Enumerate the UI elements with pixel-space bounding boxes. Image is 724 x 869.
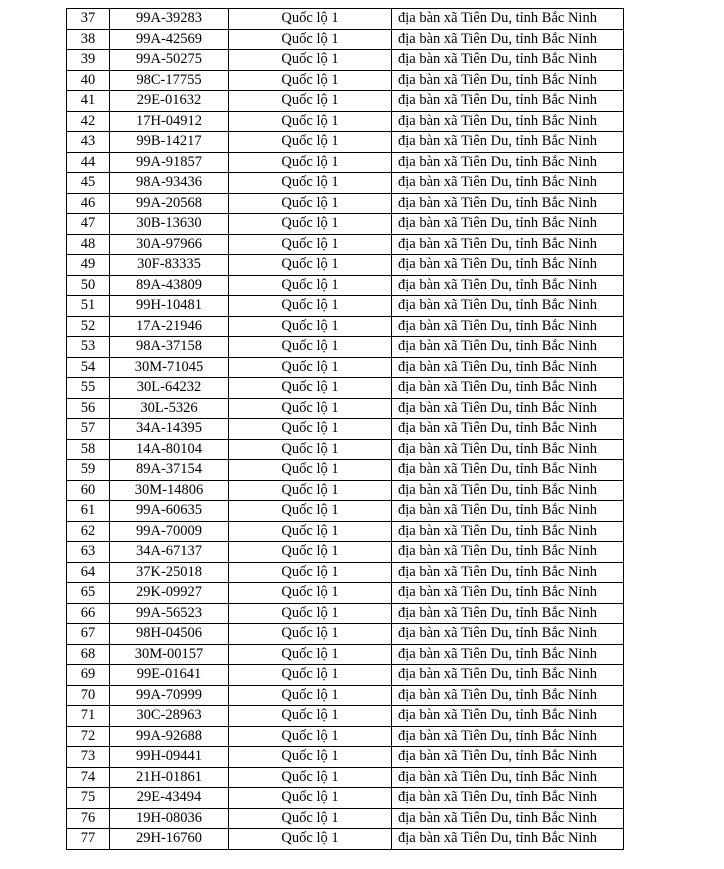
license-plate-cell: 99A-70999: [110, 685, 229, 706]
road-cell: Quốc lộ 1: [229, 460, 392, 481]
license-plate-cell: 30C-28963: [110, 706, 229, 727]
row-number-cell: 69: [67, 665, 110, 686]
location-cell: địa bàn xã Tiên Du, tỉnh Bắc Ninh: [392, 296, 624, 317]
location-cell: địa bàn xã Tiên Du, tỉnh Bắc Ninh: [392, 583, 624, 604]
row-number-cell: 65: [67, 583, 110, 604]
license-plate-cell: 29H-16760: [110, 829, 229, 850]
license-plate-cell: 99A-20568: [110, 193, 229, 214]
license-plate-cell: 99A-92688: [110, 726, 229, 747]
location-cell: địa bàn xã Tiên Du, tỉnh Bắc Ninh: [392, 132, 624, 153]
violations-table: [66, 8, 624, 850]
location-cell: địa bàn xã Tiên Du, tỉnh Bắc Ninh: [392, 378, 624, 399]
row-number-cell: 63: [67, 542, 110, 563]
location-cell: địa bàn xã Tiên Du, tỉnh Bắc Ninh: [392, 521, 624, 542]
table-row: [67, 316, 624, 337]
row-number-cell: 44: [67, 152, 110, 173]
table-row: [67, 706, 624, 727]
license-plate-cell: 30M-14806: [110, 480, 229, 501]
road-cell: Quốc lộ 1: [229, 644, 392, 665]
road-cell: Quốc lộ 1: [229, 214, 392, 235]
license-plate-cell: 14A-80104: [110, 439, 229, 460]
location-cell: địa bàn xã Tiên Du, tỉnh Bắc Ninh: [392, 562, 624, 583]
license-plate-cell: 30L-5326: [110, 398, 229, 419]
road-cell: Quốc lộ 1: [229, 296, 392, 317]
location-cell: địa bàn xã Tiên Du, tỉnh Bắc Ninh: [392, 542, 624, 563]
row-number-cell: 68: [67, 644, 110, 665]
table-body: [67, 9, 624, 850]
license-plate-cell: 98C-17755: [110, 70, 229, 91]
row-number-cell: 48: [67, 234, 110, 255]
row-number-cell: 64: [67, 562, 110, 583]
table-row: [67, 378, 624, 399]
license-plate-cell: 99B-14217: [110, 132, 229, 153]
license-plate-cell: 99A-70009: [110, 521, 229, 542]
table-row: [67, 542, 624, 563]
row-number-cell: 72: [67, 726, 110, 747]
road-cell: Quốc lộ 1: [229, 726, 392, 747]
row-number-cell: 51: [67, 296, 110, 317]
row-number-cell: 41: [67, 91, 110, 112]
road-cell: Quốc lộ 1: [229, 521, 392, 542]
row-number-cell: 49: [67, 255, 110, 276]
location-cell: địa bàn xã Tiên Du, tỉnh Bắc Ninh: [392, 726, 624, 747]
license-plate-cell: 34A-14395: [110, 419, 229, 440]
license-plate-cell: 21H-01861: [110, 767, 229, 788]
license-plate-cell: 30A-97966: [110, 234, 229, 255]
license-plate-cell: 37K-25018: [110, 562, 229, 583]
row-number-cell: 66: [67, 603, 110, 624]
table-row: [67, 521, 624, 542]
license-plate-cell: 89A-43809: [110, 275, 229, 296]
location-cell: địa bàn xã Tiên Du, tỉnh Bắc Ninh: [392, 255, 624, 276]
row-number-cell: 47: [67, 214, 110, 235]
road-cell: Quốc lộ 1: [229, 9, 392, 30]
location-cell: địa bàn xã Tiên Du, tỉnh Bắc Ninh: [392, 644, 624, 665]
road-cell: Quốc lộ 1: [229, 829, 392, 850]
row-number-cell: 73: [67, 747, 110, 768]
row-number-cell: 74: [67, 767, 110, 788]
row-number-cell: 56: [67, 398, 110, 419]
license-plate-cell: 30M-00157: [110, 644, 229, 665]
road-cell: Quốc lộ 1: [229, 316, 392, 337]
row-number-cell: 58: [67, 439, 110, 460]
location-cell: địa bàn xã Tiên Du, tỉnh Bắc Ninh: [392, 665, 624, 686]
license-plate-cell: 17H-04912: [110, 111, 229, 132]
location-cell: địa bàn xã Tiên Du, tỉnh Bắc Ninh: [392, 829, 624, 850]
location-cell: địa bàn xã Tiên Du, tỉnh Bắc Ninh: [392, 419, 624, 440]
table-row: [67, 665, 624, 686]
row-number-cell: 57: [67, 419, 110, 440]
road-cell: Quốc lộ 1: [229, 337, 392, 358]
table-row: [67, 603, 624, 624]
road-cell: Quốc lộ 1: [229, 173, 392, 194]
location-cell: địa bàn xã Tiên Du, tỉnh Bắc Ninh: [392, 460, 624, 481]
row-number-cell: 52: [67, 316, 110, 337]
license-plate-cell: 30B-13630: [110, 214, 229, 235]
table-row: [67, 726, 624, 747]
road-cell: Quốc lộ 1: [229, 665, 392, 686]
license-plate-cell: 99A-42569: [110, 29, 229, 50]
row-number-cell: 43: [67, 132, 110, 153]
table-row: [67, 583, 624, 604]
road-cell: Quốc lộ 1: [229, 624, 392, 645]
row-number-cell: 39: [67, 50, 110, 71]
road-cell: Quốc lộ 1: [229, 788, 392, 809]
road-cell: Quốc lộ 1: [229, 275, 392, 296]
row-number-cell: 55: [67, 378, 110, 399]
row-number-cell: 42: [67, 111, 110, 132]
license-plate-cell: 30M-71045: [110, 357, 229, 378]
table-row: [67, 193, 624, 214]
license-plate-cell: 99E-01641: [110, 665, 229, 686]
row-number-cell: 60: [67, 480, 110, 501]
license-plate-cell: 29K-09927: [110, 583, 229, 604]
table-row: [67, 214, 624, 235]
table-row: [67, 501, 624, 522]
road-cell: Quốc lộ 1: [229, 193, 392, 214]
row-number-cell: 46: [67, 193, 110, 214]
road-cell: Quốc lộ 1: [229, 357, 392, 378]
road-cell: Quốc lộ 1: [229, 706, 392, 727]
license-plate-cell: 99H-09441: [110, 747, 229, 768]
location-cell: địa bàn xã Tiên Du, tỉnh Bắc Ninh: [392, 50, 624, 71]
table-row: [67, 70, 624, 91]
location-cell: địa bàn xã Tiên Du, tỉnh Bắc Ninh: [392, 747, 624, 768]
row-number-cell: 59: [67, 460, 110, 481]
license-plate-cell: 29E-43494: [110, 788, 229, 809]
table-row: [67, 685, 624, 706]
location-cell: địa bàn xã Tiên Du, tỉnh Bắc Ninh: [392, 685, 624, 706]
license-plate-cell: 30F-83335: [110, 255, 229, 276]
road-cell: Quốc lộ 1: [229, 91, 392, 112]
license-plate-cell: 98A-37158: [110, 337, 229, 358]
row-number-cell: 50: [67, 275, 110, 296]
road-cell: Quốc lộ 1: [229, 583, 392, 604]
location-cell: địa bàn xã Tiên Du, tỉnh Bắc Ninh: [392, 439, 624, 460]
table-row: [67, 480, 624, 501]
row-number-cell: 76: [67, 808, 110, 829]
table-row: [67, 829, 624, 850]
road-cell: Quốc lộ 1: [229, 542, 392, 563]
license-plate-cell: 99A-60635: [110, 501, 229, 522]
location-cell: địa bàn xã Tiên Du, tỉnh Bắc Ninh: [392, 398, 624, 419]
license-plate-cell: 34A-67137: [110, 542, 229, 563]
road-cell: Quốc lộ 1: [229, 767, 392, 788]
table-row: [67, 255, 624, 276]
row-number-cell: 75: [67, 788, 110, 809]
row-number-cell: 61: [67, 501, 110, 522]
road-cell: Quốc lộ 1: [229, 685, 392, 706]
license-plate-cell: 17A-21946: [110, 316, 229, 337]
license-plate-cell: 99A-56523: [110, 603, 229, 624]
road-cell: Quốc lộ 1: [229, 562, 392, 583]
license-plate-cell: 29E-01632: [110, 91, 229, 112]
road-cell: Quốc lộ 1: [229, 808, 392, 829]
table-row: [67, 337, 624, 358]
road-cell: Quốc lộ 1: [229, 747, 392, 768]
location-cell: địa bàn xã Tiên Du, tỉnh Bắc Ninh: [392, 788, 624, 809]
table-row: [67, 132, 624, 153]
row-number-cell: 71: [67, 706, 110, 727]
table-row: [67, 29, 624, 50]
road-cell: Quốc lộ 1: [229, 152, 392, 173]
road-cell: Quốc lộ 1: [229, 419, 392, 440]
table-row: [67, 398, 624, 419]
row-number-cell: 77: [67, 829, 110, 850]
location-cell: địa bàn xã Tiên Du, tỉnh Bắc Ninh: [392, 624, 624, 645]
row-number-cell: 70: [67, 685, 110, 706]
table-row: [67, 91, 624, 112]
table-row: [67, 460, 624, 481]
license-plate-cell: 99A-50275: [110, 50, 229, 71]
table-row: [67, 644, 624, 665]
row-number-cell: 38: [67, 29, 110, 50]
location-cell: địa bàn xã Tiên Du, tỉnh Bắc Ninh: [392, 193, 624, 214]
license-plate-cell: 98H-04506: [110, 624, 229, 645]
location-cell: địa bàn xã Tiên Du, tỉnh Bắc Ninh: [392, 767, 624, 788]
location-cell: địa bàn xã Tiên Du, tỉnh Bắc Ninh: [392, 357, 624, 378]
table-row: [67, 747, 624, 768]
location-cell: địa bàn xã Tiên Du, tỉnh Bắc Ninh: [392, 91, 624, 112]
road-cell: Quốc lộ 1: [229, 378, 392, 399]
row-number-cell: 37: [67, 9, 110, 30]
road-cell: Quốc lộ 1: [229, 501, 392, 522]
table-row: [67, 562, 624, 583]
table-row: [67, 152, 624, 173]
row-number-cell: 67: [67, 624, 110, 645]
license-plate-cell: 19H-08036: [110, 808, 229, 829]
table-row: [67, 767, 624, 788]
road-cell: Quốc lộ 1: [229, 70, 392, 91]
table-row: [67, 111, 624, 132]
table-row: [67, 419, 624, 440]
road-cell: Quốc lộ 1: [229, 255, 392, 276]
location-cell: địa bàn xã Tiên Du, tỉnh Bắc Ninh: [392, 70, 624, 91]
license-plate-cell: 30L-64232: [110, 378, 229, 399]
location-cell: địa bàn xã Tiên Du, tỉnh Bắc Ninh: [392, 173, 624, 194]
table-row: [67, 275, 624, 296]
road-cell: Quốc lộ 1: [229, 111, 392, 132]
road-cell: Quốc lộ 1: [229, 50, 392, 71]
table-row: [67, 624, 624, 645]
location-cell: địa bàn xã Tiên Du, tỉnh Bắc Ninh: [392, 337, 624, 358]
road-cell: Quốc lộ 1: [229, 398, 392, 419]
road-cell: Quốc lộ 1: [229, 439, 392, 460]
license-plate-cell: 99A-91857: [110, 152, 229, 173]
table-row: [67, 50, 624, 71]
row-number-cell: 62: [67, 521, 110, 542]
row-number-cell: 54: [67, 357, 110, 378]
road-cell: Quốc lộ 1: [229, 480, 392, 501]
road-cell: Quốc lộ 1: [229, 132, 392, 153]
location-cell: địa bàn xã Tiên Du, tỉnh Bắc Ninh: [392, 234, 624, 255]
table-row: [67, 808, 624, 829]
location-cell: địa bàn xã Tiên Du, tỉnh Bắc Ninh: [392, 9, 624, 30]
row-number-cell: 40: [67, 70, 110, 91]
table-row: [67, 357, 624, 378]
location-cell: địa bàn xã Tiên Du, tỉnh Bắc Ninh: [392, 480, 624, 501]
road-cell: Quốc lộ 1: [229, 29, 392, 50]
license-plate-cell: 99A-39283: [110, 9, 229, 30]
table-row: [67, 173, 624, 194]
location-cell: địa bàn xã Tiên Du, tỉnh Bắc Ninh: [392, 316, 624, 337]
location-cell: địa bàn xã Tiên Du, tỉnh Bắc Ninh: [392, 706, 624, 727]
road-cell: Quốc lộ 1: [229, 234, 392, 255]
location-cell: địa bàn xã Tiên Du, tỉnh Bắc Ninh: [392, 603, 624, 624]
location-cell: địa bàn xã Tiên Du, tỉnh Bắc Ninh: [392, 501, 624, 522]
location-cell: địa bàn xã Tiên Du, tỉnh Bắc Ninh: [392, 808, 624, 829]
table-row: [67, 9, 624, 30]
license-plate-cell: 98A-93436: [110, 173, 229, 194]
table-row: [67, 439, 624, 460]
table-row: [67, 296, 624, 317]
location-cell: địa bàn xã Tiên Du, tỉnh Bắc Ninh: [392, 111, 624, 132]
row-number-cell: 45: [67, 173, 110, 194]
location-cell: địa bàn xã Tiên Du, tỉnh Bắc Ninh: [392, 152, 624, 173]
row-number-cell: 53: [67, 337, 110, 358]
license-plate-cell: 89A-37154: [110, 460, 229, 481]
license-plate-cell: 99H-10481: [110, 296, 229, 317]
location-cell: địa bàn xã Tiên Du, tỉnh Bắc Ninh: [392, 275, 624, 296]
location-cell: địa bàn xã Tiên Du, tỉnh Bắc Ninh: [392, 29, 624, 50]
table-row: [67, 788, 624, 809]
road-cell: Quốc lộ 1: [229, 603, 392, 624]
location-cell: địa bàn xã Tiên Du, tỉnh Bắc Ninh: [392, 214, 624, 235]
table-row: [67, 234, 624, 255]
